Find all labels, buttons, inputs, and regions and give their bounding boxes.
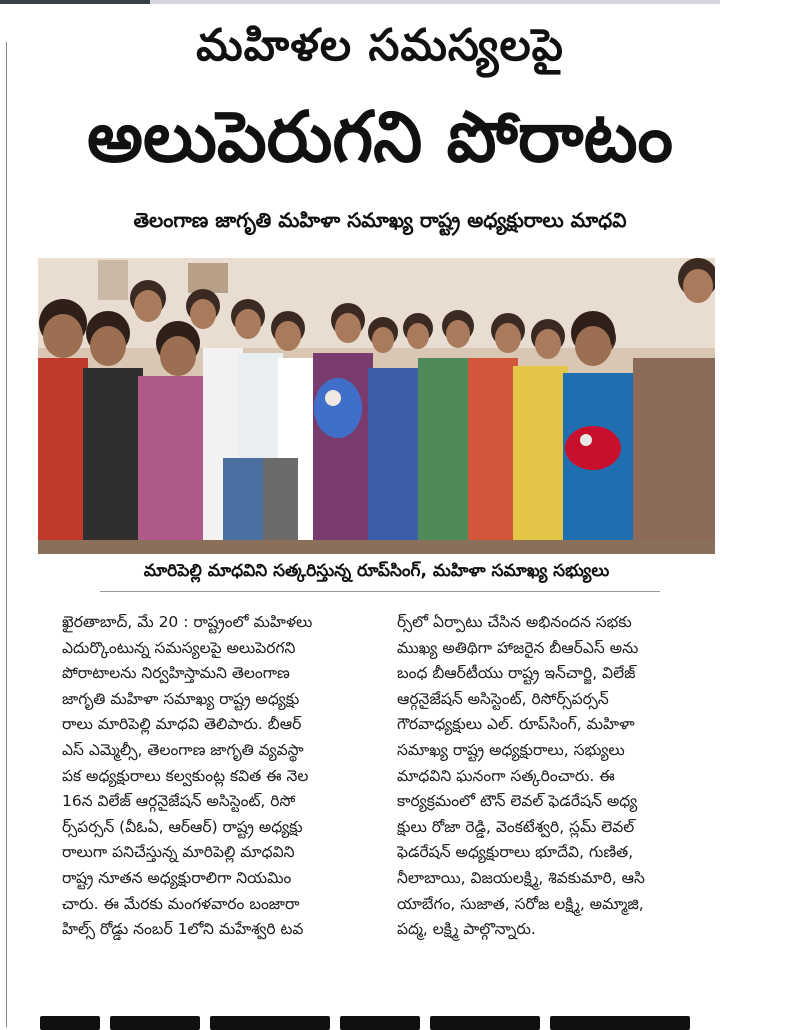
article-line: గౌరవాధ్యక్షులు ఎల్. రూప్‌సింగ్, మహిళా <box>397 715 635 734</box>
article-line: ఎదుర్కొంటున్న సమస్యలపై అలుపెరగని <box>62 638 296 657</box>
top-bar-light-segment <box>150 0 720 4</box>
article-line: యాబేగం, సుజాత, సరోజ లక్ష్మి, అమ్మాజి, <box>397 894 644 913</box>
top-bar-dark-segment <box>0 0 150 4</box>
article-line: ఫెడరేషన్ అధ్యక్షురాలు భూదేవి, గుణిత, <box>397 843 634 862</box>
article-column-left <box>62 610 384 943</box>
article-line: కార్యక్రమంలో టౌన్ లెవల్ ఫెడరేషన్ అధ్య <box>397 792 638 811</box>
article-line: ఖైరతాబాద్, మే 20 : రాష్ట్రంలో మహిళలు <box>62 613 313 631</box>
article-line: ర్స్‌లో ఏర్పాటు చేసిన అభినందన సభకు <box>397 613 632 631</box>
headline-line-1: మహిళల సమస్యలపై <box>196 20 564 71</box>
article-line: రాలు మారిపెల్లి మాధవి తెలిపారు. బీఆర్ <box>62 715 302 734</box>
article-line: బంధ బీఆర్‌టీయు రాష్ట్ర ఇన్‌చార్జి, విలేజ్ <box>397 664 636 683</box>
article-line: మాధవిని ఘనంగా సత్కరించారు. ఈ <box>397 766 615 785</box>
article-line: 16న విలేజ్ ఆర్గనైజేషన్ అసిస్టెంట్, రిసో <box>62 792 296 811</box>
article-line: ఆర్గనైజేషన్ అసిస్టెంట్, రిసోర్స్‌పర్సన్ <box>397 689 609 708</box>
article-line: ర్స్‌పర్సన్ (వీఓఏ, ఆర్‌ఆర్) రాష్ట్ర అధ్యక్షు <box>62 817 303 836</box>
next-headline-cutoff <box>40 1010 730 1030</box>
photo-caption: మారిపెల్లి మాధవిని సత్కరిస్తున్న రూప్‌సింగ్, మహిళా సమాఖ్య సభ్యులు <box>143 561 610 581</box>
article-line: జాగృతి మహిళా సమాఖ్య రాష్ట్ర అధ్యక్షు <box>62 689 300 708</box>
caption-divider <box>100 591 660 592</box>
article-line: ముఖ్య అతిథిగా హాజరైన బీఆర్‌ఎస్ అను <box>397 638 639 657</box>
article-column-right <box>397 610 717 943</box>
article-line: క్షులు రోజా రెడ్డి, వెంకటేశ్వరి, స్లమ్ లెవల్ <box>397 817 635 836</box>
article-line: హిల్స్ రోడ్డు నంబర్ 1లోని మహేశ్వరి టవ <box>62 920 304 939</box>
article-line: ఎస్ ఎమ్మెల్సీ, తెలంగాణ జాగృతి వ్యవస్థా <box>62 740 304 759</box>
subheadline: తెలంగాణ జాగృతి మహిళా సమాఖ్య రాష్ట్ర అధ్యక్షురాలు మాధవి <box>133 208 627 232</box>
article-line: పద్మ, లక్ష్మి పాల్గొన్నారు. <box>397 920 536 939</box>
article-line: పక అధ్యక్షురాలు కల్వకుంట్ల కవిత ఈ నెల <box>62 766 309 785</box>
news-photo <box>38 258 715 554</box>
article-line: సమాఖ్య రాష్ట్ర అధ్యక్షురాలు, సభ్యులు <box>397 740 625 759</box>
article-line: రాలుగా పనిచేస్తున్న మారిపెల్లి మాధవిని <box>62 843 295 862</box>
article-line: పోరాటాలను నిర్వహిస్తామని తెలంగాణ <box>62 664 290 683</box>
article-line: నీలాబాయి, విజయలక్ష్మి, శివకుమారి, ఆసి <box>397 868 645 887</box>
headline-line-2: అలుపెరుగని పోరాటం <box>86 96 674 178</box>
article-line: రాష్ట్ర నూతన అధ్యక్షురాలిగా నియమిం <box>62 868 292 887</box>
article-line: చారు. ఈ మేరకు మంగళవారం బంజారా <box>62 894 300 913</box>
